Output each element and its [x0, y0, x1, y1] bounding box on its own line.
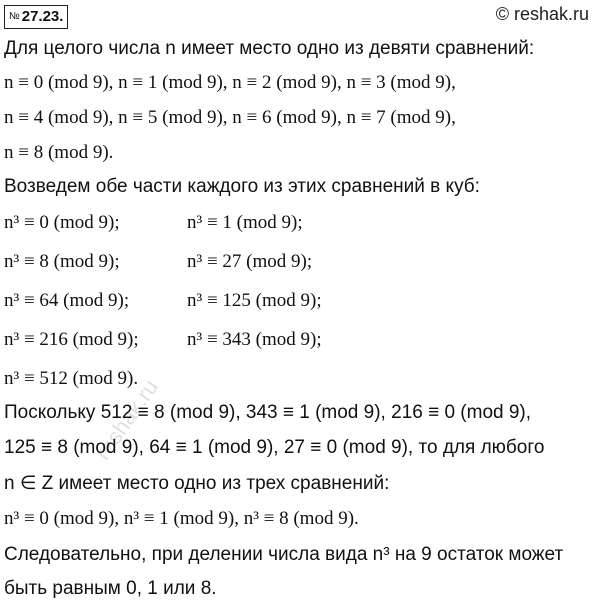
- text-line-5: Возведем обе части каждого из этих сравнений в куб:: [4, 176, 480, 197]
- cube-row-1-right: n³ ≡ 1 (mod 9);: [187, 212, 303, 233]
- cube-row-4-right: n³ ≡ 343 (mod 9);: [187, 329, 322, 350]
- cube-row-3-right: n³ ≡ 125 (mod 9);: [187, 290, 322, 311]
- problem-number-badge: [4, 5, 68, 29]
- cube-row-2-left: n³ ≡ 8 (mod 9);: [4, 251, 120, 272]
- text-line-8: n ∈ Z имеет место одно из трех сравнений:: [4, 473, 390, 494]
- math-line-9: n³ ≡ 0 (mod 9), n³ ≡ 1 (mod 9), n³ ≡ 8 (mod 9).: [4, 508, 359, 529]
- cube-row-4-left: n³ ≡ 216 (mod 9);: [4, 329, 139, 350]
- cube-row-5-left: n³ ≡ 512 (mod 9).: [4, 368, 139, 389]
- site-credit: © reshak.ru: [495, 4, 589, 24]
- text-line-11: быть равным 0, 1 или 8.: [4, 578, 217, 599]
- text-line-1: Для целого числа n имеет место одно из девяти сравнений:: [4, 38, 535, 59]
- problem-number: 27.23.: [21, 8, 64, 25]
- text-line-6: Поскольку 512 ≡ 8 (mod 9), 343 ≡ 1 (mod 9), 216 ≡ 0 (mod 9),: [4, 402, 532, 423]
- text-line-10: Следовательно, при делении числа вида n³ на 9 остаток может: [4, 544, 564, 565]
- math-line-4: n ≡ 8 (mod 9).: [4, 142, 114, 163]
- cube-row-3-left: n³ ≡ 64 (mod 9);: [4, 290, 130, 311]
- math-line-3: n ≡ 4 (mod 9), n ≡ 5 (mod 9), n ≡ 6 (mod 9), n ≡ 7 (mod 9),: [4, 107, 456, 128]
- math-line-2: n ≡ 0 (mod 9), n ≡ 1 (mod 9), n ≡ 2 (mod 9), n ≡ 3 (mod 9),: [4, 72, 456, 93]
- text-line-7: 125 ≡ 8 (mod 9), 64 ≡ 1 (mod 9), 27 ≡ 0 (mod 9), то для любого: [4, 437, 545, 458]
- number-sign: №: [9, 11, 20, 22]
- watermark: reshak.ru: [90, 374, 164, 465]
- cube-row-1-left: n³ ≡ 0 (mod 9);: [4, 212, 120, 233]
- cube-row-2-right: n³ ≡ 27 (mod 9);: [187, 251, 313, 272]
